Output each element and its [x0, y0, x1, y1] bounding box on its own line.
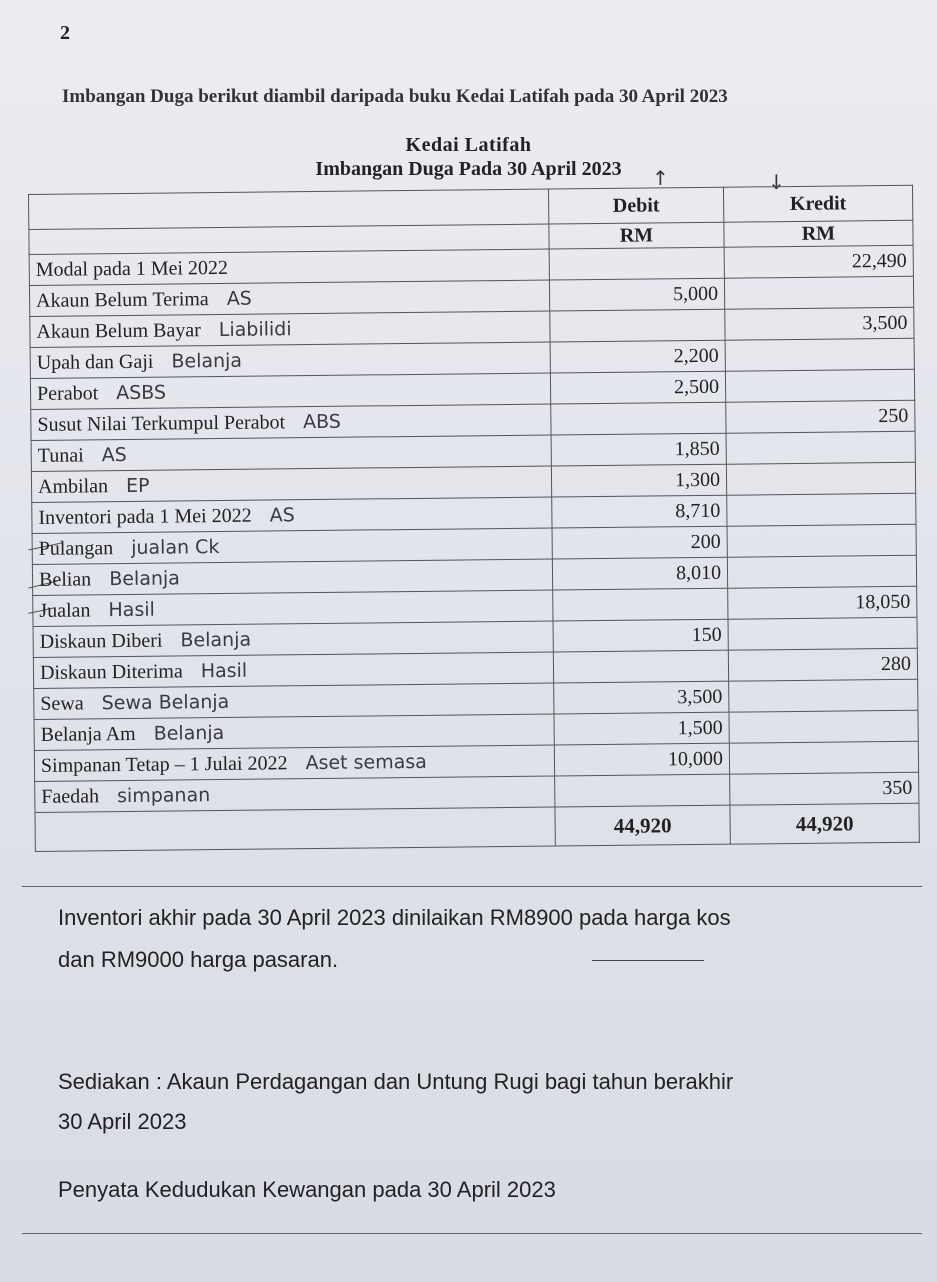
debit-cell: 150 [553, 619, 728, 652]
kredit-cell [727, 524, 916, 557]
debit-cell: 5,000 [549, 278, 724, 311]
kredit-cell: 18,050 [728, 586, 917, 619]
debit-cell: 2,200 [550, 340, 725, 373]
note-line-2: dan RM9000 harga pasaran. [58, 947, 339, 972]
kredit-cell [726, 431, 915, 464]
trial-balance-table [28, 185, 920, 852]
kredit-cell [724, 276, 913, 309]
handwritten-note: Aset semasa [305, 750, 427, 774]
account-label: Faedah [41, 784, 100, 808]
handwritten-note: Belanja [109, 566, 180, 590]
up-arrow-icon: ↑ [652, 166, 669, 190]
note-line-1: Inventori akhir pada 30 April 2023 dinilaikan RM8900 pada harga kos [58, 905, 731, 930]
handwritten-note: ASBS [116, 381, 167, 404]
account-label: Inventori pada 1 Mei 2022 [38, 504, 252, 529]
account-label: Jualan [39, 598, 91, 622]
debit-cell [549, 247, 724, 280]
total-debit: 44,920 [555, 805, 730, 846]
header-debit-unit: RM [549, 222, 724, 249]
intro-text: Imbangan Duga berikut diambil daripada buku Kedai Latifah pada 30 April 2023 [62, 86, 728, 107]
total-row [35, 803, 919, 851]
kredit-cell [726, 462, 915, 495]
account-label: Modal pada 1 Mei 2022 [35, 256, 229, 281]
kredit-cell: 250 [726, 400, 915, 433]
debit-cell: 1,850 [551, 433, 726, 466]
task-line-3: Penyata Kedudukan Kewangan pada 30 April 2023 [58, 1177, 556, 1202]
account-label: Ambilan [37, 474, 109, 498]
account-label: Simpanan Tetap – 1 Julai 2022 [40, 751, 288, 777]
handwritten-note: AS [101, 443, 127, 466]
handwritten-note: Hasil [108, 598, 155, 621]
page-number: 2 [60, 22, 70, 44]
task-line-2: 30 April 2023 [58, 1109, 187, 1134]
handwritten-note: Sewa Belanja [101, 690, 230, 714]
debit-cell [553, 650, 728, 683]
handwritten-note: AS [226, 287, 252, 310]
debit-cell [551, 402, 726, 435]
account-label: Diskaun Diberi [39, 629, 163, 653]
trial-balance-title: Imbangan Duga Pada 30 April 2023 [315, 158, 622, 180]
header-kredit-unit: RM [724, 220, 913, 247]
header-blank [29, 189, 549, 229]
handwritten-note: Hasil [200, 659, 248, 682]
kredit-cell: 3,500 [725, 307, 914, 340]
total-kredit: 44,920 [730, 803, 919, 844]
handwritten-note: Belanja [180, 628, 252, 651]
kredit-cell [727, 493, 916, 526]
kredit-cell [729, 741, 918, 774]
kredit-cell [729, 710, 918, 743]
handwritten-note: Belanja [171, 349, 243, 373]
shop-name: Kedai Latifah [405, 134, 532, 156]
kredit-cell: 22,490 [724, 245, 913, 278]
account-label: Tunai [37, 443, 84, 467]
kredit-cell: 280 [728, 648, 917, 681]
header-kredit: Kredit [723, 185, 912, 222]
debit-cell: 2,500 [550, 371, 725, 404]
handwritten-note: ABS [302, 410, 341, 433]
debit-cell: 1,500 [554, 712, 729, 745]
kredit-cell [725, 369, 914, 402]
kredit-cell: 350 [730, 772, 919, 805]
account-label: Diskaun Diterima [39, 659, 183, 684]
account-label: Belian [38, 567, 92, 591]
account-label: Akaun Belum Bayar [36, 318, 201, 343]
debit-cell [550, 309, 725, 342]
account-label: Pulangan [38, 536, 114, 560]
kredit-cell [729, 679, 918, 712]
handwritten-note: AS [269, 503, 295, 526]
debit-cell: 10,000 [554, 743, 729, 776]
kredit-cell [728, 617, 917, 650]
handwritten-note: Liabilidi [218, 317, 292, 341]
account-label: Akaun Belum Terima [35, 287, 209, 312]
instructions-box [22, 886, 922, 1234]
down-arrow-icon: ↓ [768, 170, 785, 194]
account-label: Susut Nilai Terkumpul Perabot [37, 410, 286, 436]
account-label: Perabot [36, 381, 99, 405]
debit-cell: 200 [552, 526, 727, 559]
task-line-1: Sediakan : Akaun Perdagangan dan Untung Rugi bagi tahun berakhir [58, 1069, 734, 1094]
total-label-blank [35, 807, 555, 851]
debit-cell [555, 774, 730, 807]
debit-cell: 1,300 [551, 464, 726, 497]
account-label: Upah dan Gaji [36, 350, 154, 374]
handwritten-note: jualan Ck [131, 535, 220, 559]
handwritten-note: EP [125, 474, 150, 497]
account-label: Belanja Am [40, 722, 136, 746]
debit-cell: 8,710 [552, 495, 727, 528]
debit-cell [553, 588, 728, 621]
debit-cell: 3,500 [554, 681, 729, 714]
kredit-cell [725, 338, 914, 371]
handwritten-note: Belanja [153, 721, 225, 745]
kredit-cell [727, 555, 916, 588]
handwritten-note: simpanan [116, 783, 211, 807]
header-debit: Debit [548, 187, 723, 224]
debit-cell: 8,010 [552, 557, 727, 590]
account-label: Sewa [40, 691, 84, 715]
